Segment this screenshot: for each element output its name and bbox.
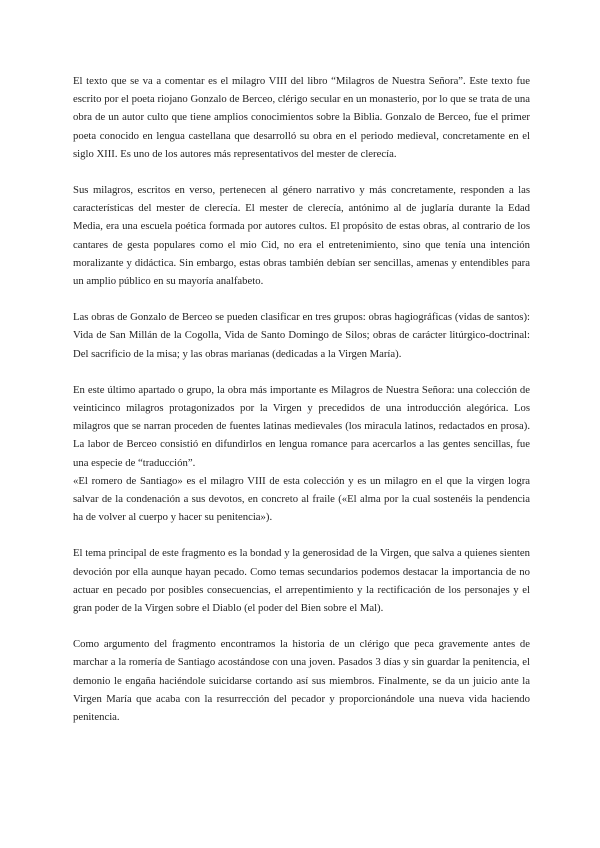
document-body: [73, 72, 530, 744]
paragraph-mester-de-clerecia: Sus milagros, escritos en verso, pertenecen al género narrativo y más concretamente, responden a las características del mester de clerecía. El mester de clerecía, antónimo al de juglaría durante la Edad Media, era una escuela poética formada por autores cultos. El propósito de estas obras, al contrario de los cantares de gesta populares como el mio Cid, no era el entretenimiento, sino que tenía una intención moralizante y didáctica. Sin embargo, estas obras también debían ser sencillas, amenas y entendibles para un amplio público en su mayoría analfabeto.: [73, 184, 530, 288]
paragraph-milagros-collection: En este último apartado o grupo, la obra más importante es Milagros de Nuestra Señora: una colección de veinticinco milagros protagonizados por la Virgen y precedidos de una introducción alegórica. Los milagros que se narran proceden de fuentes latinas medievales (los miracula latinos, redactados en prosa). La labor de Berceo consistió en difundirlos en lengua romance para acercarlos a las gentes sencillas, fue una especie de “traducción”.: [73, 383, 530, 469]
paragraph-classification: Las obras de Gonzalo de Berceo se pueden clasificar en tres grupos: obras hagiográficas (vidas de santos): Vida de San Millán de la Cogolla, Vida de Santo Domingo de Silos; obras de carácter litúrgico-doctrinal: Del sacrificio de la misa; y las obras marianas (dedicadas a la Virgen María).: [73, 311, 530, 360]
paragraph-theme: El tema principal de este fragmento es la bondad y la generosidad de la Virgen, que salva a quienes sienten devoción por ella aunque hayan pecado. Como temas secundarios podemos destacar la importancia de no actuar en pecado por posibles consecuencias, el arrepentimiento y la rectificación de los personajes y el gran poder de la Virgen sobre el Diablo (el poder del Bien sobre el Mal).: [73, 547, 530, 615]
paragraph-argument: Como argumento del fragmento encontramos la historia de un clérigo que peca gravemente antes de marchar a la romería de Santiago acostándose con una joven. Pasados 3 días y sin guardar la penitencia, el demonio le engaña haciéndole suicidarse cortando así sus miembros. Finalmente, se da un juicio ante la Virgen María que acaba con la resurrección del pecador y proporcionándole una nueva vida haciendo penitencia.: [73, 638, 530, 724]
paragraph-romero-de-santiago: «El romero de Santiago» es el milagro VIII de esta colección y es un milagro en el que la virgen logra salvar de la condenación a sus devotos, en concreto al fraile («El alma por la cual sostenéis la pendencia ha de volver al cuerpo y hacer su penitencia»).: [73, 474, 530, 524]
paragraph-introduction: El texto que se va a comentar es el milagro VIII del libro “Milagros de Nuestra Señora”. Este texto fue escrito por el poeta riojano Gonzalo de Berceo, clérigo secular en un monasterio, por lo que se trata de una obra de un autor culto que tiene amplios conocimientos sobre la Biblia. Gonzalo de Berceo, fue el primer poeta conocido en lengua castellana que desarrolló su obra en el periodo medieval, concretamente en el siglo XIII. Es uno de los autores más representativos del mester de clerecía.: [73, 75, 530, 160]
